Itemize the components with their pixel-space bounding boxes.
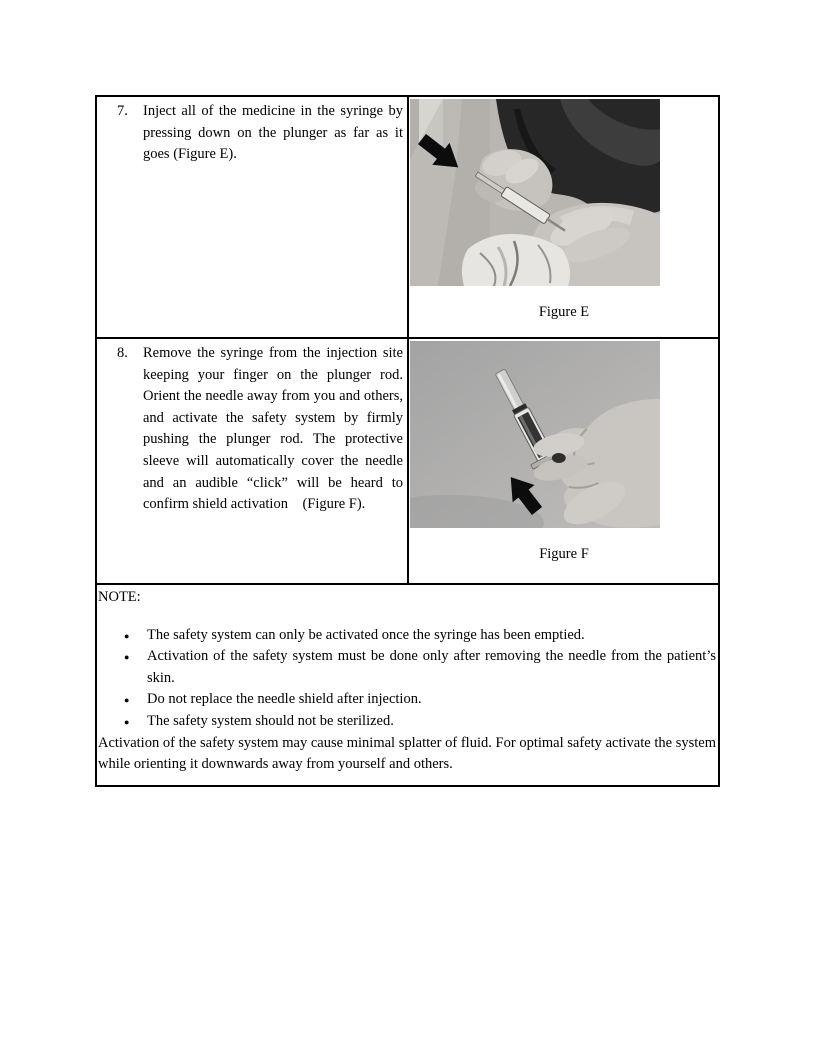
step-8 <box>117 343 403 516</box>
note-footer: Activation of the safety system may cause minimal splatter of fluid. For optimal safety activate the system while orienting it downwards away from yourself and others. <box>98 734 716 773</box>
injection-photo <box>410 99 660 286</box>
step-number: 7. <box>117 103 128 119</box>
note-bullet: ● The safety system should not be sterilized. <box>98 711 716 733</box>
table-row <box>97 97 718 339</box>
table-row <box>97 339 718 585</box>
step-instruction: Remove the syringe from the injection site keeping your finger on the plunger rod. Orient the needle away from you and others, and activate the safety system by firmly pushing the plunger rod. The protective sleeve will automatically cover the needle and an audible “click” will be heard to confirm shield activation (Figure F). <box>143 345 403 513</box>
step-number: 8. <box>117 345 128 361</box>
note-bullet: ● The safety system can only be activated once the syringe has been emptied. <box>98 625 716 647</box>
figure-cell-f <box>409 339 718 583</box>
figure-e-photo <box>410 99 660 286</box>
figure-cell-e <box>409 97 718 337</box>
step-instruction: Inject all of the medicine in the syringe by pressing down on the plunger as far as it goes (Figure E). <box>143 103 403 163</box>
note-bullet-list <box>98 625 716 733</box>
note-label: NOTE: <box>98 589 141 605</box>
instructions-table <box>95 95 720 787</box>
note-section <box>97 585 718 785</box>
step-7 <box>117 101 403 166</box>
figure-f-photo <box>410 341 660 528</box>
instruction-cell-step-8 <box>97 339 409 583</box>
note-bullet: ● Activation of the safety system must be done only after removing the needle from the patient’s skin. <box>98 646 716 689</box>
safety-shield-photo <box>410 341 660 528</box>
figure-caption: Figure E <box>538 304 590 320</box>
figure-caption: Figure F <box>539 546 589 562</box>
instruction-cell-step-7 <box>97 97 409 337</box>
note-bullet: ● Do not replace the needle shield after injection. <box>98 689 716 711</box>
